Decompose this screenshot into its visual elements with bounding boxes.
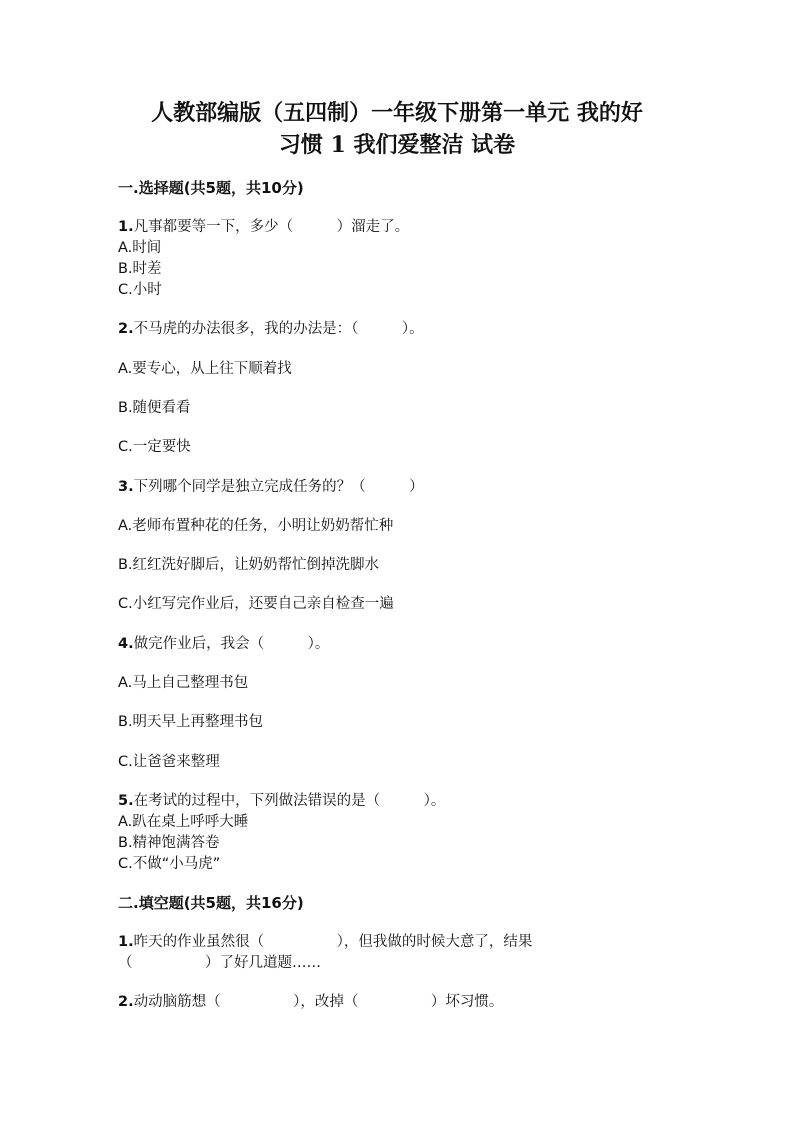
option-a: A.老师布置种花的任务，小明让奶奶帮忙种: [118, 518, 394, 534]
question-text: 在考试的过程中，下列做法错误的是（ ）。: [133, 793, 446, 809]
option-c: C.一定要快: [118, 439, 191, 455]
option-c: C.小时: [118, 282, 162, 298]
section-heading-choice: 一.选择题(共5题，共10分): [118, 179, 304, 197]
question-text: 动动脑筋想（ ），改掉（ ）坏习惯。: [133, 994, 504, 1010]
question-4: [118, 634, 329, 654]
option-a: A.马上自己整理书包: [118, 675, 249, 691]
fill-question-1-continued: （ ）了好几道题……: [118, 955, 321, 971]
option-c: C.小红写完作业后，还要自己亲自检查一遍: [118, 596, 394, 612]
option-b: B.红红洗好脚后，让奶奶帮忙倒掉洗脚水: [118, 557, 380, 573]
question-1: [118, 217, 409, 237]
option-b: B.精神饱满答卷: [118, 835, 220, 851]
question-number: 4.: [118, 636, 134, 652]
question-number: 5.: [118, 793, 134, 809]
question-text: 昨天的作业虽然很（ ），但我做的时候大意了，结果: [133, 934, 533, 950]
question-number: 1.: [118, 219, 134, 235]
option-b: B.时差: [118, 261, 162, 277]
question-text: 下列哪个同学是独立完成任务的？（ ）: [133, 479, 424, 495]
option-a: A.要专心，从上往下顺着找: [118, 361, 292, 377]
fill-question-2: [118, 992, 503, 1012]
question-2: [118, 319, 424, 339]
question-3: [118, 477, 424, 497]
question-text: 凡事都要等一下，多少（ ）溜走了。: [133, 219, 410, 235]
option-b: B.明天早上再整理书包: [118, 714, 264, 730]
option-c: C.不做“小马虎”: [118, 856, 221, 872]
option-c: C.让爸爸来整理: [118, 754, 220, 770]
section-heading-fill-blank: 二.填空题(共5题，共16分): [118, 894, 304, 912]
option-a: A.时间: [118, 240, 162, 256]
question-number: 1.: [118, 934, 134, 950]
question-text: 做完作业后，我会（ ）。: [133, 636, 330, 652]
question-number: 2.: [118, 994, 134, 1010]
option-b: B.随便看看: [118, 400, 191, 416]
question-number: 2.: [118, 321, 134, 337]
exam-title-line-1: 人教部编版（五四制）一年级下册第一单元 我的好: [151, 100, 643, 126]
exam-title-line-2: 习惯 1 我们爱整洁 试卷: [278, 132, 516, 158]
question-5: [118, 791, 445, 811]
question-text: 不马虎的办法很多，我的办法是：（ ）。: [133, 321, 424, 337]
fill-question-1: [118, 932, 532, 952]
option-a: A.趴在桌上呼呼大睡: [118, 814, 249, 830]
question-number: 3.: [118, 479, 134, 495]
